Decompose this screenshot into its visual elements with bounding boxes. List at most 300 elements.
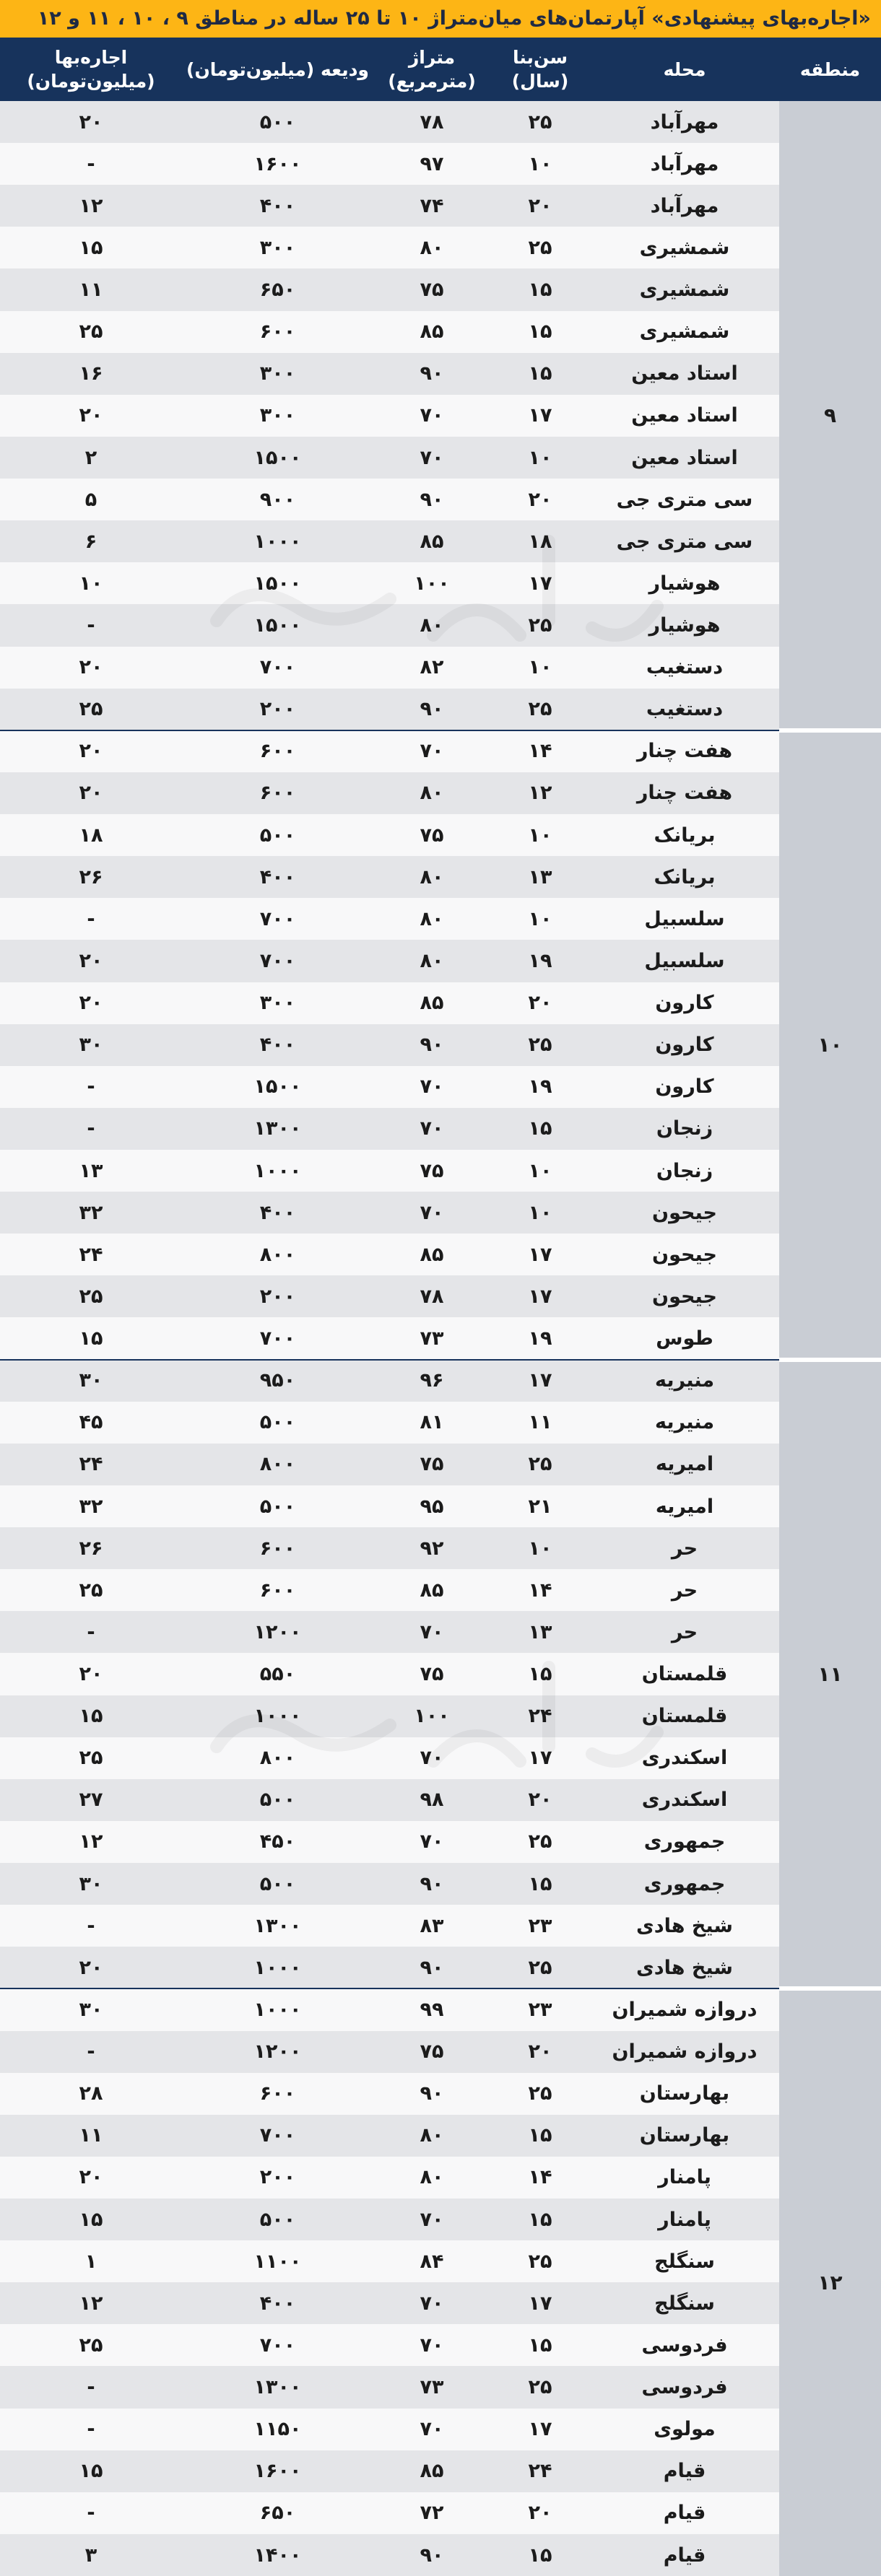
age-cell: ۲۵: [528, 1453, 552, 1476]
area-cell: ۸۳: [420, 1914, 444, 1937]
neighborhood-cell: مهرآباد: [650, 152, 719, 175]
age-cell: ۱۷: [528, 2418, 552, 2441]
deposit-cell: ۱۱۰۰: [253, 2250, 302, 2273]
header-rent: اجاره‌بها (میلیون‌تومان): [0, 38, 182, 101]
area-cell: ۸۰: [420, 2124, 444, 2147]
age-cell: ۲۵: [528, 110, 552, 134]
neighborhood-cell: مولوی: [654, 2418, 716, 2441]
table-row: [0, 772, 779, 814]
table-row: [0, 1275, 779, 1317]
age-cell: ۱۰: [528, 1201, 552, 1224]
deposit-cell: ۱۲۰۰: [253, 2040, 302, 2064]
age-cell: ۱۵: [528, 279, 552, 302]
deposit-cell: ۸۰۰: [259, 1747, 296, 1770]
rent-cell: ۲: [84, 446, 97, 469]
table-row: [0, 2450, 779, 2492]
table-row: [0, 2534, 779, 2576]
area-cell: ۷۰: [420, 1201, 444, 1224]
region-cell: ۹: [779, 101, 881, 730]
area-cell: ۸۵: [420, 1579, 444, 1602]
age-cell: ۲۴: [528, 1705, 552, 1728]
table-row: [0, 647, 779, 689]
age-cell: ۱۷: [528, 2292, 552, 2315]
rent-cell: ۲۵: [79, 320, 103, 344]
age-cell: ۱۰: [528, 446, 552, 469]
rent-cell: ۶: [84, 530, 97, 553]
age-cell: ۱۹: [528, 949, 552, 972]
area-cell: ۷۰: [420, 2418, 444, 2441]
neighborhood-cell: شیخ هادی: [636, 1956, 733, 1979]
neighborhood-cell: فردوسی: [641, 2376, 728, 2399]
age-cell: ۱۵: [528, 2333, 552, 2357]
neighborhood-cell: جیحون: [652, 1201, 717, 1224]
rent-cell: ۳۰: [79, 1872, 103, 1895]
table-row: [0, 1821, 779, 1863]
deposit-cell: ۶۵۰: [259, 279, 296, 302]
table-row: [0, 1527, 779, 1569]
area-cell: ۱۰۰: [414, 572, 450, 595]
rent-cell: ۱: [84, 2250, 97, 2273]
deposit-cell: ۱۰۰۰: [253, 1705, 302, 1728]
age-cell: ۱۷: [528, 1747, 552, 1770]
neighborhood-cell: جیحون: [652, 1243, 717, 1266]
rent-cell: ۱۵: [79, 1327, 103, 1350]
area-cell: ۷۰: [420, 1620, 444, 1643]
area-cell: ۷۵: [420, 279, 444, 302]
neighborhood-cell: قلمستان: [641, 1705, 728, 1728]
neighborhood-cell: حر: [671, 1620, 698, 1643]
neighborhood-cell: شیخ هادی: [636, 1914, 733, 1937]
age-cell: ۱۷: [528, 1369, 552, 1392]
area-cell: ۷۰: [420, 1747, 444, 1770]
age-cell: ۱۵: [528, 2208, 552, 2231]
age-cell: ۲۵: [528, 698, 552, 721]
deposit-cell: ۱۰۰۰: [253, 1159, 302, 1182]
neighborhood-cell: استاد معین: [631, 362, 738, 385]
deposit-cell: ۹۰۰: [259, 488, 296, 511]
rent-cell: ۱۲: [79, 1830, 103, 1854]
deposit-cell: ۱۵۰۰: [253, 572, 302, 595]
deposit-cell: ۷۰۰: [259, 1327, 296, 1350]
area-cell: ۸۲: [420, 656, 444, 679]
table-row: [0, 1905, 779, 1947]
deposit-cell: ۱۳۰۰: [253, 2376, 302, 2399]
table-row: [0, 898, 779, 940]
age-cell: ۱۳: [528, 1620, 552, 1643]
age-cell: ۱۸: [528, 530, 552, 553]
rent-cell: ۱۱: [79, 2124, 103, 2147]
table-row: [0, 1611, 779, 1653]
area-cell: ۹۰: [420, 1034, 444, 1057]
area-cell: ۷۰: [420, 740, 444, 763]
neighborhood-cell: امیریه: [655, 1453, 714, 1476]
neighborhood-cell: سلسبیل: [644, 907, 725, 930]
header-age: سن‌بنا (سال): [490, 38, 590, 101]
rent-cell: -: [87, 152, 95, 175]
age-cell: ۱۵: [528, 1662, 552, 1685]
neighborhood-cell: سنگلج: [654, 2292, 715, 2315]
table-row: [0, 1947, 779, 1988]
area-cell: ۷۵: [420, 1453, 444, 1476]
area-cell: ۹۰: [420, 2544, 444, 2567]
deposit-cell: ۳۰۰: [259, 404, 296, 427]
deposit-cell: ۸۰۰: [259, 1453, 296, 1476]
table-row: [0, 1192, 779, 1234]
rent-cell: -: [87, 2502, 95, 2525]
rent-cell: ۲۰: [79, 404, 103, 427]
neighborhood-cell: فردوسی: [641, 2333, 728, 2357]
table-row: [0, 814, 779, 856]
table-row: [0, 311, 779, 353]
age-cell: ۲۵: [528, 2376, 552, 2399]
deposit-cell: ۴۰۰: [259, 1201, 296, 1224]
neighborhood-cell: اسکندری: [641, 1789, 728, 1812]
deposit-cell: ۵۰۰: [259, 824, 296, 847]
table-row: [0, 437, 779, 479]
area-cell: ۷۰: [420, 404, 444, 427]
deposit-cell: ۶۰۰: [259, 782, 296, 805]
rent-cell: ۵: [84, 488, 97, 511]
area-cell: ۹۷: [420, 152, 444, 175]
rent-cell: ۱۵: [79, 2208, 103, 2231]
deposit-cell: ۱۳۰۰: [253, 1914, 302, 1937]
rent-cell: ۲۴: [79, 1453, 103, 1476]
age-cell: ۲۳: [528, 1998, 552, 2021]
neighborhood-cell: زنجان: [656, 1159, 713, 1182]
table-row: [0, 185, 779, 227]
rent-cell: ۱۸: [79, 824, 103, 847]
area-cell: ۹۰: [420, 1956, 444, 1979]
deposit-cell: ۱۵۰۰: [253, 614, 302, 637]
area-cell: ۷۲: [420, 2502, 444, 2525]
table-row: [0, 1402, 779, 1444]
area-cell: ۷۰: [420, 1830, 444, 1854]
deposit-cell: ۱۵۰۰: [253, 1075, 302, 1099]
neighborhood-cell: حر: [671, 1579, 698, 1602]
table-row: [0, 2324, 779, 2366]
deposit-cell: ۴۰۰: [259, 865, 296, 888]
table-row: [0, 2073, 779, 2115]
deposit-cell: ۳۰۰: [259, 236, 296, 259]
table-row: [0, 1024, 779, 1066]
neighborhood-cell: دروازه شمیران: [612, 1998, 758, 2021]
rent-cell: -: [87, 2376, 95, 2399]
table-row: [0, 2199, 779, 2240]
area-cell: ۹۰: [420, 362, 444, 385]
neighborhood-cell: قیام: [663, 2460, 706, 2483]
age-cell: ۱۴: [528, 1579, 552, 1602]
deposit-cell: ۱۶۰۰: [253, 2460, 302, 2483]
deposit-cell: ۵۰۰: [259, 1495, 296, 1518]
age-cell: ۱۷: [528, 1285, 552, 1308]
area-cell: ۸۵: [420, 320, 444, 344]
neighborhood-cell: مهرآباد: [650, 110, 719, 134]
neighborhood-cell: استاد معین: [631, 404, 738, 427]
age-cell: ۱۳: [528, 865, 552, 888]
age-cell: ۲۵: [528, 614, 552, 637]
deposit-cell: ۱۰۰۰: [253, 1998, 302, 2021]
neighborhood-cell: شمشیری: [639, 320, 730, 344]
rent-cell: ۳۰: [79, 1998, 103, 2021]
deposit-cell: ۸۰۰: [259, 1243, 296, 1266]
age-cell: ۱۰: [528, 152, 552, 175]
neighborhood-cell: سلسبیل: [644, 949, 725, 972]
neighborhood-cell: دستغیب: [646, 656, 724, 679]
deposit-cell: ۱۶۰۰: [253, 152, 302, 175]
area-cell: ۹۹: [420, 1998, 444, 2021]
age-cell: ۲۵: [528, 1034, 552, 1057]
rent-cell: ۱۳: [79, 1159, 103, 1182]
table-row: [0, 2157, 779, 2199]
neighborhood-cell: هوشیار: [648, 572, 721, 595]
area-cell: ۹۲: [420, 1537, 444, 1560]
region-cell: ۱۲: [779, 1988, 881, 2576]
age-cell: ۲۱: [528, 1495, 552, 1518]
table-row: [0, 2240, 779, 2282]
age-cell: ۱۵: [528, 362, 552, 385]
table-row: [0, 562, 779, 604]
deposit-cell: ۱۰۰۰: [253, 1956, 302, 1979]
rent-cell: ۲۰: [79, 110, 103, 134]
rent-cell: ۱۲: [79, 194, 103, 217]
neighborhood-cell: قلمستان: [641, 1662, 728, 1685]
region-separator: [779, 1358, 881, 1362]
age-cell: ۲۵: [528, 2082, 552, 2105]
age-cell: ۲۴: [528, 2460, 552, 2483]
area-cell: ۸۰: [420, 236, 444, 259]
neighborhood-cell: جیحون: [652, 1285, 717, 1308]
age-cell: ۲۵: [528, 1956, 552, 1979]
deposit-cell: ۶۰۰: [259, 320, 296, 344]
rent-cell: ۲۷: [79, 1789, 103, 1812]
age-cell: ۲۵: [528, 236, 552, 259]
area-cell: ۷۰: [420, 1117, 444, 1140]
rent-cell: ۱۵: [79, 236, 103, 259]
age-cell: ۱۰: [528, 1537, 552, 1560]
deposit-cell: ۷۰۰: [259, 949, 296, 972]
deposit-cell: ۶۰۰: [259, 1579, 296, 1602]
rent-cell: ۲۰: [79, 740, 103, 763]
area-cell: ۹۰: [420, 488, 444, 511]
area-cell: ۷۳: [420, 1327, 444, 1350]
rent-cell: ۳۲: [79, 1495, 103, 1518]
deposit-cell: ۳۰۰: [259, 992, 296, 1015]
deposit-cell: ۱۰۰۰: [253, 530, 302, 553]
rent-cell: ۲۴: [79, 1243, 103, 1266]
neighborhood-cell: امیریه: [655, 1495, 714, 1518]
table-row: [0, 143, 779, 185]
table-row: [0, 940, 779, 982]
age-cell: ۱۷: [528, 572, 552, 595]
rent-cell: ۱۱: [79, 279, 103, 302]
rent-cell: ۲۵: [79, 1747, 103, 1770]
area-cell: ۷۰: [420, 1075, 444, 1099]
age-cell: ۲۰: [528, 1789, 552, 1812]
age-cell: ۱۹: [528, 1075, 552, 1099]
rent-cell: ۲۵: [79, 1579, 103, 1602]
area-cell: ۷۰: [420, 2208, 444, 2231]
rent-cell: ۲۰: [79, 656, 103, 679]
area-cell: ۹۰: [420, 1872, 444, 1895]
area-cell: ۹۸: [420, 1789, 444, 1812]
header-neighborhood: محله: [590, 38, 779, 101]
rent-cell: ۱۶: [79, 362, 103, 385]
area-cell: ۸۵: [420, 992, 444, 1015]
region-separator: [779, 1986, 881, 1991]
neighborhood-cell: جمهوری: [643, 1830, 726, 1854]
age-cell: ۲۰: [528, 194, 552, 217]
rent-cell: ۲۰: [79, 1956, 103, 1979]
age-cell: ۱۵: [528, 2124, 552, 2147]
rent-cell: ۲۵: [79, 2333, 103, 2357]
age-cell: ۱۴: [528, 2166, 552, 2189]
rent-cell: ۳۲: [79, 1201, 103, 1224]
area-cell: ۸۰: [420, 2166, 444, 2189]
header-area: متراژ (مترمربع): [373, 38, 490, 101]
neighborhood-cell: شمشیری: [639, 236, 730, 259]
neighborhood-cell: قیام: [663, 2502, 706, 2525]
rent-cell: ۲۸: [79, 2082, 103, 2105]
rent-cell: ۱۵: [79, 1705, 103, 1728]
neighborhood-cell: شمشیری: [639, 279, 730, 302]
age-cell: ۲۵: [528, 2250, 552, 2273]
deposit-cell: ۱۵۰۰: [253, 446, 302, 469]
area-cell: ۷۸: [420, 110, 444, 134]
area-cell: ۷۰: [420, 2292, 444, 2315]
deposit-cell: ۵۰۰: [259, 1789, 296, 1812]
group-divider: [0, 730, 779, 731]
table-row: [0, 2115, 779, 2157]
age-cell: ۱۰: [528, 1159, 552, 1182]
neighborhood-cell: دروازه شمیران: [612, 2040, 758, 2064]
table-row: [0, 2492, 779, 2534]
rent-cell: ۲۰: [79, 949, 103, 972]
neighborhood-cell: قیام: [663, 2544, 706, 2567]
age-cell: ۲۰: [528, 992, 552, 1015]
area-cell: ۹۰: [420, 2082, 444, 2105]
deposit-cell: ۲۰۰: [259, 698, 296, 721]
neighborhood-cell: بریانک: [654, 824, 716, 847]
rent-cell: -: [87, 2040, 95, 2064]
area-cell: ۷۰: [420, 2333, 444, 2357]
table-row: [0, 1317, 779, 1359]
table-row: [0, 1779, 779, 1821]
neighborhood-cell: سی متری جی: [616, 530, 753, 553]
neighborhood-cell: جمهوری: [643, 1872, 726, 1895]
neighborhood-cell: طوس: [656, 1327, 713, 1350]
neighborhood-cell: پامنار: [658, 2208, 711, 2231]
region-separator: [779, 728, 881, 733]
age-cell: ۱۵: [528, 1872, 552, 1895]
deposit-cell: ۲۰۰: [259, 2166, 296, 2189]
age-cell: ۱۵: [528, 1117, 552, 1140]
neighborhood-cell: کارون: [655, 992, 714, 1015]
deposit-cell: ۱۴۰۰: [253, 2544, 302, 2567]
deposit-cell: ۲۰۰: [259, 1285, 296, 1308]
deposit-cell: ۵۰۰: [259, 110, 296, 134]
neighborhood-cell: کارون: [655, 1075, 714, 1099]
area-cell: ۷۰: [420, 446, 444, 469]
table-row: [0, 2409, 779, 2450]
neighborhood-cell: بریانک: [654, 865, 716, 888]
area-cell: ۷۴: [420, 194, 444, 217]
rent-cell: ۲۶: [79, 865, 103, 888]
deposit-cell: ۱۲۰۰: [253, 1620, 302, 1643]
table-row: [0, 1485, 779, 1527]
neighborhood-cell: زنجان: [656, 1117, 713, 1140]
table-row: [0, 520, 779, 562]
age-cell: ۱۷: [528, 404, 552, 427]
age-cell: ۱۱: [528, 1411, 552, 1434]
area-cell: ۷۵: [420, 1159, 444, 1182]
deposit-cell: ۶۰۰: [259, 2082, 296, 2105]
rent-cell: -: [87, 1620, 95, 1643]
area-cell: ۹۰: [420, 698, 444, 721]
area-cell: ۸۰: [420, 949, 444, 972]
area-cell: ۱۰۰: [414, 1705, 450, 1728]
rent-cell: ۳۰: [79, 1369, 103, 1392]
area-cell: ۷۵: [420, 2040, 444, 2064]
area-cell: ۸۱: [420, 1411, 444, 1434]
deposit-cell: ۵۰۰: [259, 1872, 296, 1895]
rent-cell: ۲۰: [79, 782, 103, 805]
region-cell: ۱۱: [779, 1360, 881, 1989]
table-row: [0, 1863, 779, 1905]
table-row: [0, 2366, 779, 2408]
age-cell: ۱۰: [528, 824, 552, 847]
rent-cell: -: [87, 1075, 95, 1099]
table-row: [0, 395, 779, 437]
table-row: [0, 1569, 779, 1611]
area-cell: ۹۵: [420, 1495, 444, 1518]
neighborhood-cell: سی متری جی: [616, 488, 753, 511]
neighborhood-cell: سنگلج: [654, 2250, 715, 2273]
deposit-cell: ۶۰۰: [259, 740, 296, 763]
table-row: [0, 1150, 779, 1192]
rent-cell: ۲۶: [79, 1537, 103, 1560]
age-cell: ۱۵: [528, 320, 552, 344]
rent-cell: -: [87, 1117, 95, 1140]
neighborhood-cell: هفت چنار: [636, 782, 733, 805]
rent-cell: ۲۰: [79, 1662, 103, 1685]
deposit-cell: ۱۱۵۰: [253, 2418, 302, 2441]
deposit-cell: ۴۰۰: [259, 2292, 296, 2315]
area-cell: ۸۴: [420, 2250, 444, 2273]
neighborhood-cell: کارون: [655, 1034, 714, 1057]
area-cell: ۸۵: [420, 530, 444, 553]
deposit-cell: ۳۰۰: [259, 362, 296, 385]
rent-cell: ۳۰: [79, 1034, 103, 1057]
table-row: [0, 1737, 779, 1779]
rent-cell: ۱۵: [79, 2460, 103, 2483]
area-cell: ۸۰: [420, 865, 444, 888]
table-row: [0, 479, 779, 520]
table-row: [0, 856, 779, 898]
deposit-cell: ۵۰۰: [259, 2208, 296, 2231]
area-cell: ۷۳: [420, 2376, 444, 2399]
age-cell: ۱۲: [528, 782, 552, 805]
table-row: [0, 1234, 779, 1275]
neighborhood-cell: استاد معین: [631, 446, 738, 469]
header-deposit: ودیعه (میلیون‌تومان): [182, 38, 373, 101]
rent-cell: -: [87, 614, 95, 637]
neighborhood-cell: هوشیار: [648, 614, 721, 637]
table-row: [0, 1108, 779, 1150]
rent-cell: ۱۲: [79, 2292, 103, 2315]
area-cell: ۸۰: [420, 614, 444, 637]
rent-cell: ۲۵: [79, 1285, 103, 1308]
table-row: [0, 982, 779, 1024]
